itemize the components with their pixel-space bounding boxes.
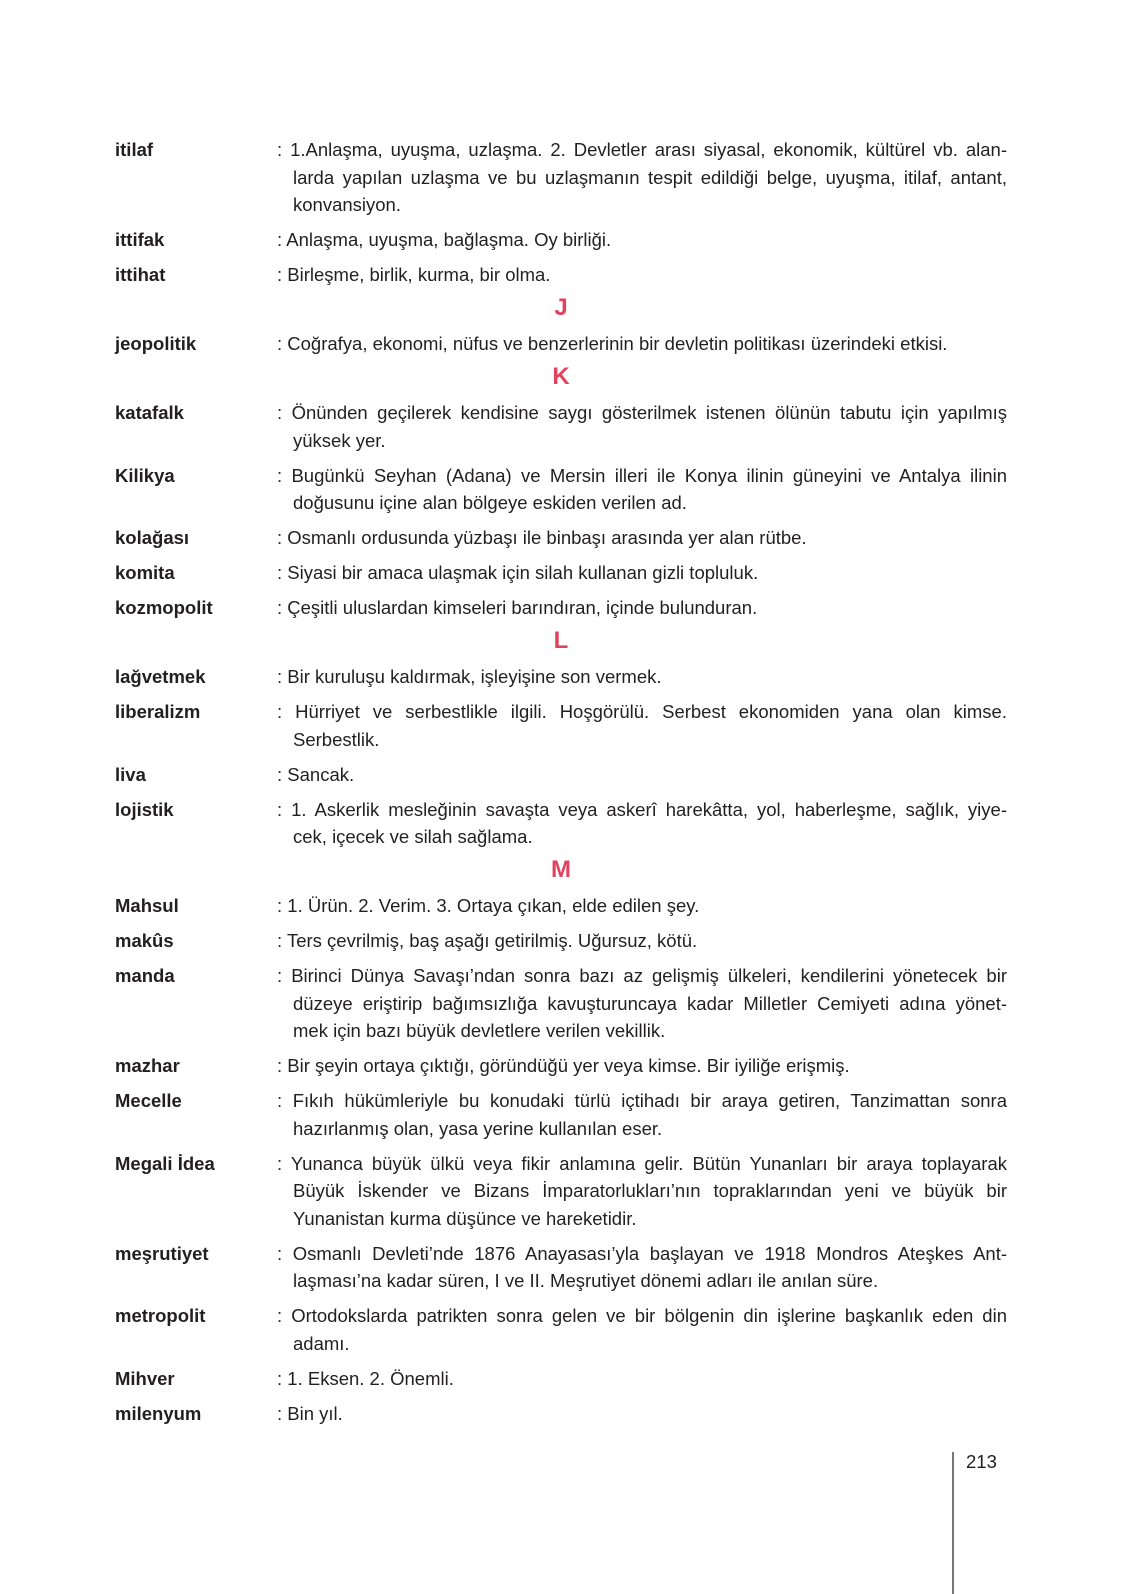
definition-line: : Çeşitli uluslardan kimseleri barındıran, içinde bulunduran. <box>277 597 758 618</box>
glossary-definition <box>277 796 1007 851</box>
glossary-definition <box>277 1365 1007 1393</box>
definition-line: : Önünden geçilerek kendisine saygı gösterilmek istenen ölünün tabutu için yapılmış <box>277 402 1007 423</box>
glossary-entry <box>115 663 1007 691</box>
glossary-definition <box>277 892 1007 920</box>
glossary-term: manda <box>115 965 175 986</box>
definition-line: larda yapılan uzlaşma ve bu uzlaşmanın tespit edildiği belge, uyuşma, itilaf, antant, <box>293 166 1007 188</box>
glossary-definition <box>277 1400 1007 1428</box>
glossary-entry <box>115 761 1007 789</box>
glossary-entry <box>115 927 1007 955</box>
definition-line: : Osmanlı ordusunda yüzbaşı ile binbaşı arasında yer alan rütbe. <box>277 527 807 548</box>
glossary-definition <box>277 663 1007 691</box>
definition-line: konvansiyon. <box>293 194 401 215</box>
glossary-entry <box>115 892 1007 920</box>
glossary-term: jeopolitik <box>115 333 197 354</box>
glossary-entry <box>115 698 1007 753</box>
glossary-term: itilaf <box>115 139 154 160</box>
glossary-definition <box>277 261 1007 289</box>
glossary-entry <box>115 796 1007 851</box>
definition-line: Yunanistan kurma düşünce ve hareketidir. <box>293 1207 637 1229</box>
glossary-term: Mihver <box>115 1367 175 1389</box>
glossary-term: kolağası <box>115 527 190 548</box>
definition-line: : Siyasi bir amaca ulaşmak için silah kullanan gizli topluluk. <box>277 562 759 583</box>
definition-line: Büyük İskender ve Bizans İmparatorlukları’nın topraklarından yeni ve büyük bir <box>293 1180 1007 1201</box>
glossary-definition <box>277 594 1007 622</box>
glossary-definition <box>277 927 1007 955</box>
definition-line: : Bugünkü Seyhan (Adana) ve Mersin illeri ile Konya ilinin güneyini ve Antalya ilinin <box>277 464 1007 486</box>
glossary-entry <box>115 1150 1007 1233</box>
glossary-entry <box>115 1302 1007 1357</box>
definition-line: : Bir şeyin ortaya çıktığı, göründüğü yer veya kimse. Bir iyiliğe erişmiş. <box>277 1055 850 1076</box>
definition-line: mek için bazı büyük devletlere verilen vekillik. <box>293 1020 666 1041</box>
glossary-entry <box>115 524 1007 552</box>
glossary-term: ittifak <box>115 229 165 250</box>
glossary-definition <box>277 1240 1007 1295</box>
definition-line: : Coğrafya, ekonomi, nüfus ve benzerlerinin bir devletin politikası üzerindeki etkisi. <box>277 333 948 354</box>
glossary-term: lağvetmek <box>115 666 206 687</box>
letter-heading: J <box>554 294 568 321</box>
glossary-term: liva <box>115 763 146 785</box>
glossary-definition <box>277 1087 1007 1142</box>
glossary-term: Kilikya <box>115 464 175 486</box>
glossary-definition <box>277 761 1007 789</box>
definition-line: : Bir kuruluşu kaldırmak, işleyişine son vermek. <box>277 666 662 687</box>
definition-line: : Anlaşma, uyuşma, bağlaşma. Oy birliği. <box>277 229 612 250</box>
definition-line: düzeye eriştirip bağımsızlığa kavuşturuncaya kadar Milletler Cemiyeti adına yönet- <box>293 992 1007 1014</box>
definition-line: : Yunanca büyük ülkü veya fikir anlamına gelir. Bütün Yunanları bir araya toplayarak <box>277 1152 1007 1174</box>
glossary-term: lojistik <box>115 798 174 820</box>
definition-line: : 1. Eksen. 2. Önemli. <box>277 1367 454 1389</box>
glossary-entry <box>115 1087 1007 1142</box>
definition-line: : 1. Ürün. 2. Verim. 3. Ortaya çıkan, elde edilen şey. <box>277 895 700 916</box>
page-margin-rule <box>952 1452 954 1594</box>
definition-line: : Birleşme, birlik, kurma, bir olma. <box>277 264 551 285</box>
definition-line: : 1. Askerlik mesleğinin savaşta veya askerî harekâtta, yol, haberleşme, sağlık, yiye- <box>277 798 1007 820</box>
glossary-term: Mecelle <box>115 1090 182 1111</box>
glossary-term: meşrutiyet <box>115 1242 209 1264</box>
definition-line: : 1.Anlaşma, uyuşma, uzlaşma. 2. Devletler arası siyasal, ekonomik, kültürel vb. alan- <box>277 139 1007 160</box>
glossary-entry <box>115 1400 1007 1428</box>
definition-line: Serbestlik. <box>293 728 380 750</box>
definition-line: : Fıkıh hükümleriyle bu konudaki türlü içtihadı bir araya getiren, Tanzimattan sonra <box>277 1090 1007 1111</box>
glossary-entry <box>115 136 1007 219</box>
glossary-term: liberalizm <box>115 701 201 722</box>
glossary-definition <box>277 136 1007 219</box>
glossary-term: Mahsul <box>115 895 179 916</box>
definition-line: hazırlanmış olan, yasa yerine kullanılan eser. <box>293 1117 663 1139</box>
glossary-term: ittihat <box>115 264 166 285</box>
glossary-term: makûs <box>115 930 174 951</box>
glossary-term: mazhar <box>115 1055 180 1076</box>
glossary-entry <box>115 1365 1007 1393</box>
glossary-term: komita <box>115 562 175 583</box>
glossary-entry <box>115 226 1007 254</box>
definition-line: : Birinci Dünya Savaşı’ndan sonra bazı az gelişmiş ülkeleri, kendilerini yönetecek bir <box>277 965 1007 986</box>
glossary-definition <box>277 1052 1007 1080</box>
glossary-entry <box>115 594 1007 622</box>
definition-line: : Bin yıl. <box>277 1402 343 1424</box>
glossary-term: metropolit <box>115 1305 206 1326</box>
glossary-definition <box>277 962 1007 1045</box>
glossary-definition <box>277 399 1007 454</box>
glossary-definition <box>277 698 1007 753</box>
letter-heading: L <box>553 627 569 654</box>
definition-line: : Osmanlı Devleti’nde 1876 Anayasası’yla başlayan ve 1918 Mondros Ateşkes Ant- <box>277 1242 1007 1264</box>
letter-heading: M <box>551 856 571 883</box>
glossary-list <box>115 136 1007 1435</box>
glossary-entry <box>115 1240 1007 1295</box>
definition-line: yüksek yer. <box>293 429 386 451</box>
glossary-term: katafalk <box>115 402 184 423</box>
glossary-definition <box>277 462 1007 517</box>
glossary-term: kozmopolit <box>115 597 213 618</box>
glossary-entry <box>115 330 1007 358</box>
glossary-term: Megali İdea <box>115 1152 215 1174</box>
glossary-entry <box>115 399 1007 454</box>
glossary-entry <box>115 261 1007 289</box>
glossary-definition <box>277 330 1007 358</box>
definition-line: doğusunu içine alan bölgeye eskiden verilen ad. <box>293 492 687 513</box>
glossary-definition <box>277 559 1007 587</box>
glossary-definition <box>277 1150 1007 1233</box>
definition-line: : Sancak. <box>277 763 355 785</box>
glossary-definition <box>277 226 1007 254</box>
page-number: 213 <box>966 1451 997 1472</box>
glossary-entry <box>115 559 1007 587</box>
glossary-definition <box>277 524 1007 552</box>
definition-line: laşması’na kadar süren, I ve II. Meşrutiyet dönemi adları ile anılan süre. <box>293 1270 879 1291</box>
definition-line: : Ortodokslarda patrikten sonra gelen ve bir bölgenin din işlerine başkanlık eden din <box>277 1305 1007 1326</box>
letter-heading: K <box>552 363 570 390</box>
glossary-entry <box>115 1052 1007 1080</box>
glossary-term: milenyum <box>115 1402 202 1424</box>
definition-line: : Ters çevrilmiş, baş aşağı getirilmiş. Uğursuz, kötü. <box>277 930 698 951</box>
glossary-entry <box>115 462 1007 517</box>
definition-line: : Hürriyet ve serbestlikle ilgili. Hoşgörülü. Serbest ekonomiden yana olan kimse. <box>277 701 1007 722</box>
definition-line: cek, içecek ve silah sağlama. <box>293 826 533 847</box>
glossary-definition <box>277 1302 1007 1357</box>
glossary-entry <box>115 962 1007 1045</box>
definition-line: adamı. <box>293 1332 350 1354</box>
